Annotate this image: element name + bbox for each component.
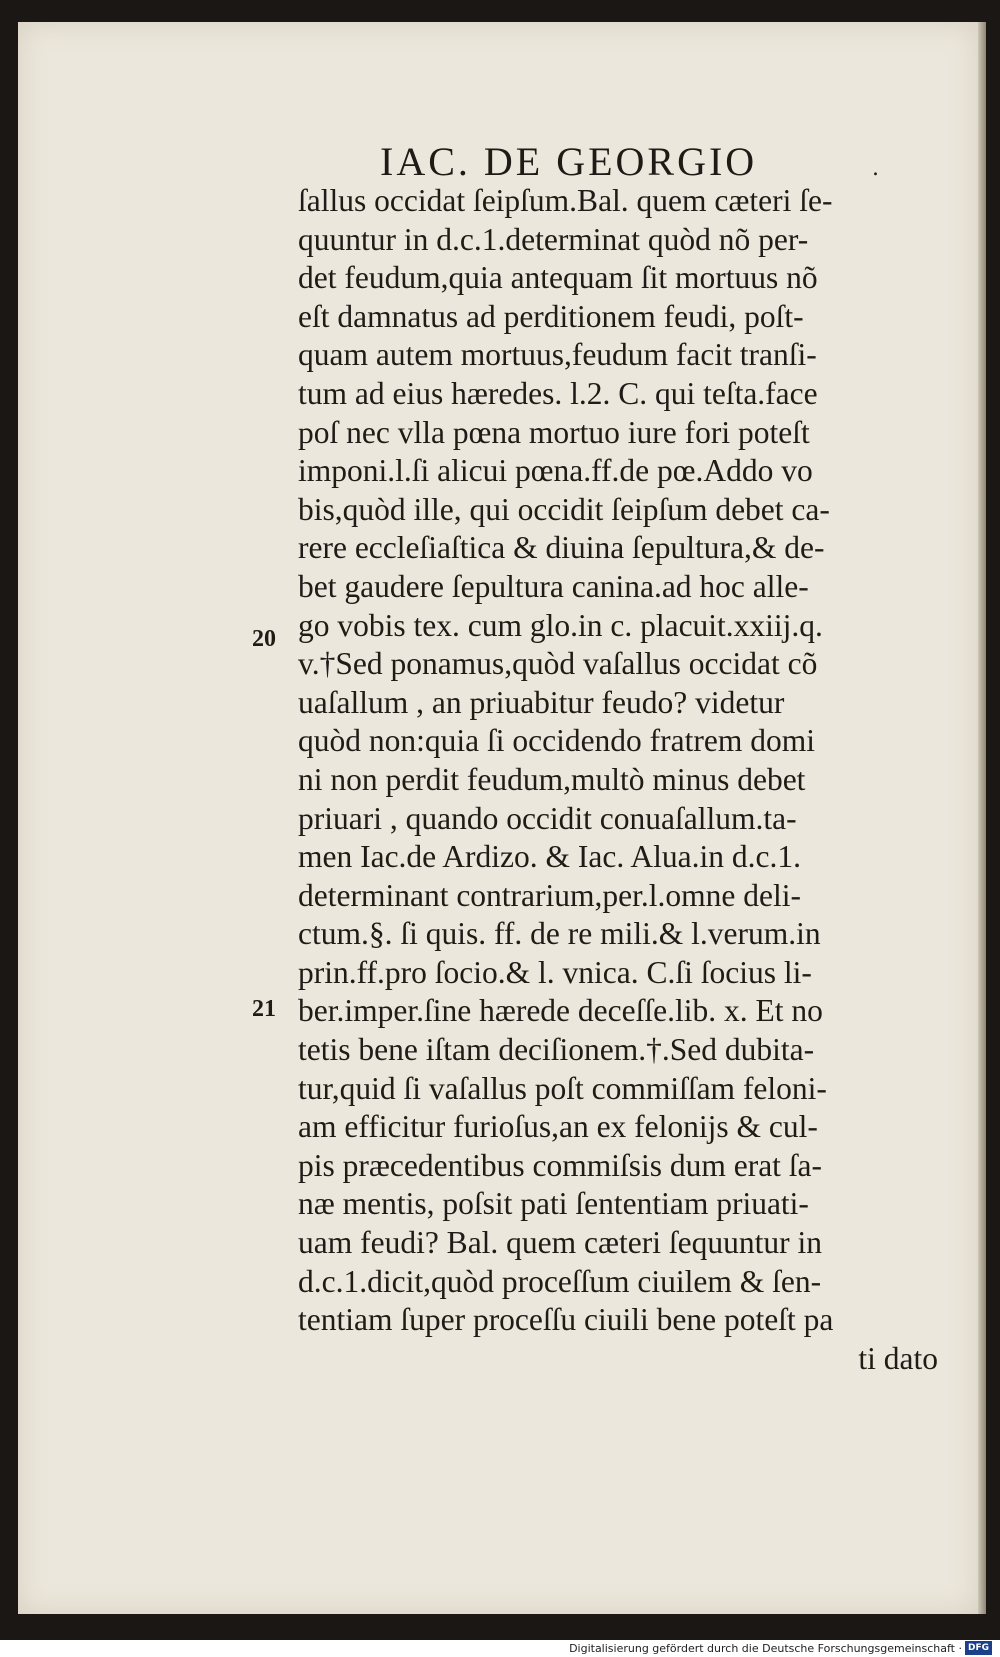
text-line: rere eccleſiaſtica & diuina ſepultura,& de- (298, 530, 825, 566)
text-line: tur,quid ſi vaſallus poſt commiſſam feloni- (298, 1070, 827, 1106)
text-line: am efficitur furioſus,an ex felonijs & cul- (298, 1109, 818, 1145)
text-line: quuntur in d.c.1.determinat quòd nõ per- (298, 221, 809, 257)
margin-number-20: 20 (252, 626, 276, 652)
text-line: quam autem mortuus,feudum facit tranſi- (298, 337, 817, 373)
text-line: tetis bene iſtam deciſionem.†.Sed dubita- (298, 1032, 815, 1068)
text-line: ſallus occidat ſeipſum.Bal. quem cæteri ſe- (298, 183, 833, 218)
page-edge (978, 22, 986, 1614)
footer-credit (569, 1641, 992, 1655)
text-line: det feudum,quia antequam ſit mortuus nõ (298, 260, 818, 296)
text-line: ctum.§. ſi quis. ff. de re mili.& l.verum.in (298, 916, 821, 952)
text-line: priuari , quando occidit conuaſallum.ta- (298, 800, 797, 836)
footer-text: Digitalisierung gefördert durch die Deutsche Forschungsgemeinschaft · (569, 1641, 962, 1655)
text-line: quòd non:quia ſi occidendo fratrem domi (298, 723, 815, 759)
text-line: ni non perdit feudum,multò minus debet (298, 761, 806, 797)
text-line: men Iac.de Ardizo. & Iac. Alua.in d.c.1. (298, 839, 801, 875)
text-line: bis,quòd ille, qui occidit ſeipſum debet ca- (298, 491, 830, 527)
text-line: bet gaudere ſepultura canina.ad hoc alle- (298, 568, 809, 604)
text-line: tum ad eius hæredes. l.2. C. qui teſta.face (298, 375, 818, 411)
running-title: IAC. DE GEORGIO (380, 139, 758, 184)
text-line: næ mentis, poſsit pati ſententiam priuati- (298, 1186, 809, 1222)
text-line: determinant contrarium,per.l.omne deli- (298, 877, 801, 913)
body-text (298, 182, 938, 1378)
text-line: tentiam ſuper proceſſu ciuili bene poteſt pa (298, 1302, 834, 1338)
text-line: poſ nec vlla pœna mortuo iure fori poteſt (298, 414, 810, 450)
text-line: prin.ff.pro ſocio.& l. vnica. C.ſi ſocius li- (298, 954, 812, 990)
text-line: ber.imper.ſine hærede deceſſe.lib. x. Et no (298, 993, 823, 1029)
text-line: eſt damnatus ad perditionem feudi, poſt- (298, 298, 804, 334)
text-line: uaſallum , an priuabitur feudo? videtur (298, 684, 785, 720)
running-title-dot: . (872, 156, 879, 181)
text-line: v.†Sed ponamus,quòd vaſallus occidat cõ (298, 646, 818, 682)
text-line: uam feudi? Bal. quem cæteri ſequuntur in (298, 1225, 822, 1261)
text-line: pis præcedentibus commiſsis dum erat ſa- (298, 1147, 823, 1183)
text-line: go vobis tex. cum glo.in c. placuit.xxiij.q. (298, 607, 823, 643)
catchword: ti dato (858, 1340, 938, 1376)
margin-number-21: 21 (252, 996, 276, 1022)
text-line: imponi.l.ſi alicui pœna.ff.de pœ.Addo vo (298, 453, 813, 489)
text-line: d.c.1.dicit,quòd proceſſum ciuilem & ſen- (298, 1263, 822, 1299)
dfg-logo: DFG (965, 1641, 992, 1655)
